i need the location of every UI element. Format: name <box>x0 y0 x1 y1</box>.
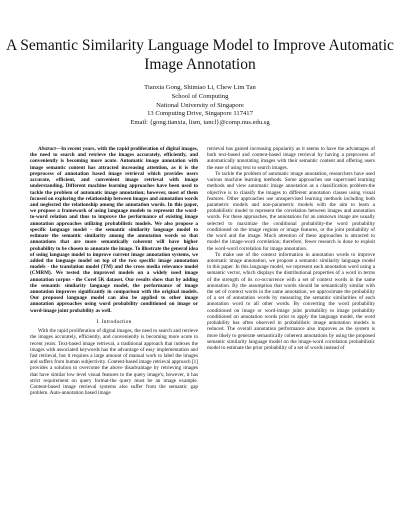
introduction-heading: I. Introduction <box>96 318 132 325</box>
paper-title: A Semantic Similarity Language Model to Improve Automatic Image Annotation <box>6 37 394 73</box>
affiliation-address: 13 Computing Drive, Singapore 117417 <box>147 110 253 118</box>
abstract-text: In recent years, with the rapid proliferation of digital images, the need to search and retrieve the images accurately, efficiently, and conveniently is becoming more acute. Automatic image annotation with image semantic content has attracted increasing attention, as it is the preprocess of annotation based image retrieval which provides users accurate, efficient, and convenient image retrieval with image understanding. Different machine learning approaches have been used to tackle the problem of automatic image annotation; however, most of them focused on exploring the relationship between images and annotation words and neglected the relationship among the annotation words. In this paper, we propose a framework of using language models to represent the word-to-word relation and thus to improve the performance of existing image annotation approaches utilizing probabilistic models. We also propose a specific language model - the semantic similarity language model to estimate the semantic similarity among the annotation words so that annotations that are more semantically coherent will have higher probability to be chosen to annotate the image. To illustrate the general idea of using language model to improve current image annotation systems, we added the language model on top of the two specific image annotation models - the translation model (TM) and the cross media relevance model (CMRM). We tested the improved models on a widely used image annotation corpus - the Corel 5K dataset. Our results show that by adding the semantic similarity language model, the performance of image annotation improves significantly in comparison with the original models. Our proposed language model can also be applied to other image annotation approaches using word probability conditioned on image or word-image joint probability as well. <box>30 146 198 314</box>
introduction-paragraph-1: With the rapid proliferation of digital images, the need to search and retrieve the images accurately, efficiently, and conveniently is becoming more acute in recent years. Text-based image retrieval, a traditional approach that indexes the images with associated keywords has the advantage of easy implementation and fast retrieval, but it requires a large amount of manual work to label the images and suffers from human subjectivity. Content-based image retrieval approach [1] provides a solution to overcome the above disadvantage by retrieving images that have similar low level visual features to the query image's; however, it has strict requirement on query format-the query must be an image example. Content-based image retrieval systems also suffer from the semantic gap problem. Auto-annotation based image <box>30 328 198 397</box>
author-email: Email: {gong.tianxia, lism, tancl}@comp.nus.edu.sg <box>130 119 270 127</box>
body-paragraph-2: To tackle the problem of automatic image annotation, researchers have used various machine learning methods. Some approaches use supervised learning methods and view automatic image annotation as a classification problem-the objective is to classify the images to different annotation classes using visual features. Other approaches use unsupervised learning methods including both parametric models and non-parametric models with the aim to learn a probabilistic model to represent the correlation between images and annotation words. For these approaches, the annotations for an unknown image are usually selected to maximize the conditional probability-the word probability conditioned on the image regions or image features, or the joint probability of the word and the image. Much attention of these approaches is attracted to model the image-word correlation; therefore, fewer research is done to exploit the word-word correlation for image annotation. <box>207 170 375 252</box>
author-names: Tianxia Gong, Shimiao Li, Chew Lim Tan <box>144 84 256 91</box>
abstract-label: Abstract <box>38 146 56 152</box>
body-paragraph-3: To make use of the context information in annotation words to improve automatic image annotation, we propose a semantic similarity language model in this paper. In this language model, we represent each annotation word using a semantic vector, which displays the distributional properties of a word in terms of the strength of its co-occurrence with a set of context words in the same annotation. By the assumption that words should be semantically similar with the set of context words in the same annotation, we approximate the probability of a set of annotation words by measuring the semantic similarities of each annotation word to all other words. By converting the word probability conditioned on image or word-image joint probability to image probability conditioned on annotation words prior to apply the language model, the word probability has often observed in probabilistic image annotation models is reduced. The overall annotation performance also improves as the system is more likely to generate semantically coherent annotations by using the proposed semantic similarity language model on the image-word correlation probabilistic model to estimate the prior probability of a set of words instead of <box>207 251 375 351</box>
left-column <box>30 146 198 397</box>
affiliation-school: School of Computing <box>171 92 229 100</box>
body-paragraph-continued: retrieval has gained increasing popularity as it seems to have the advantages of both text-based and content-based image retrieval by having a preprocess of automatically annotating images with their semantic content and offering users the ease of using text to search images. <box>207 146 375 171</box>
author-block <box>0 84 400 128</box>
abstract-paragraph: Abstract—In recent years, with the rapid proliferation of digital images, the need to search and retrieve the images accurately, efficiently, and conveniently is becoming more acute. Automatic image annotation with image semantic content has attracted increasing attention, as it is the preprocess of annotation based image retrieval which provides users accurate, efficient, and convenient image retrieval with image understanding. Different machine learning approaches have been used to tackle the problem of automatic image annotation; however, most of them focused on exploring the relationship between images and annotation words and neglected the relationship among the annotation words. In this paper, we propose a framework of using language models to represent the word-to-word relation and thus to improve the performance of existing image annotation approaches utilizing probabilistic models. We also propose a specific language model - the semantic similarity language model to estimate the semantic similarity among the annotation words so that annotations that are more semantically coherent will have higher probability to be chosen to annotate the image. To illustrate the general idea of using language model to improve current image annotation systems, we added the language model on top of the two specific image annotation models - the translation model (TM) and the cross media relevance model (CMRM). We tested the improved models on a widely used image annotation corpus - the Corel 5K dataset. Our results show that by adding the semantic similarity language model, the performance of image annotation improves significantly in comparison with the original models. Our proposed language model can also be applied to other image annotation approaches using word probability conditioned on image or word-image joint probability as well. <box>30 146 198 314</box>
right-column <box>207 146 375 351</box>
affiliation-university: National University of Singapore <box>156 101 244 109</box>
